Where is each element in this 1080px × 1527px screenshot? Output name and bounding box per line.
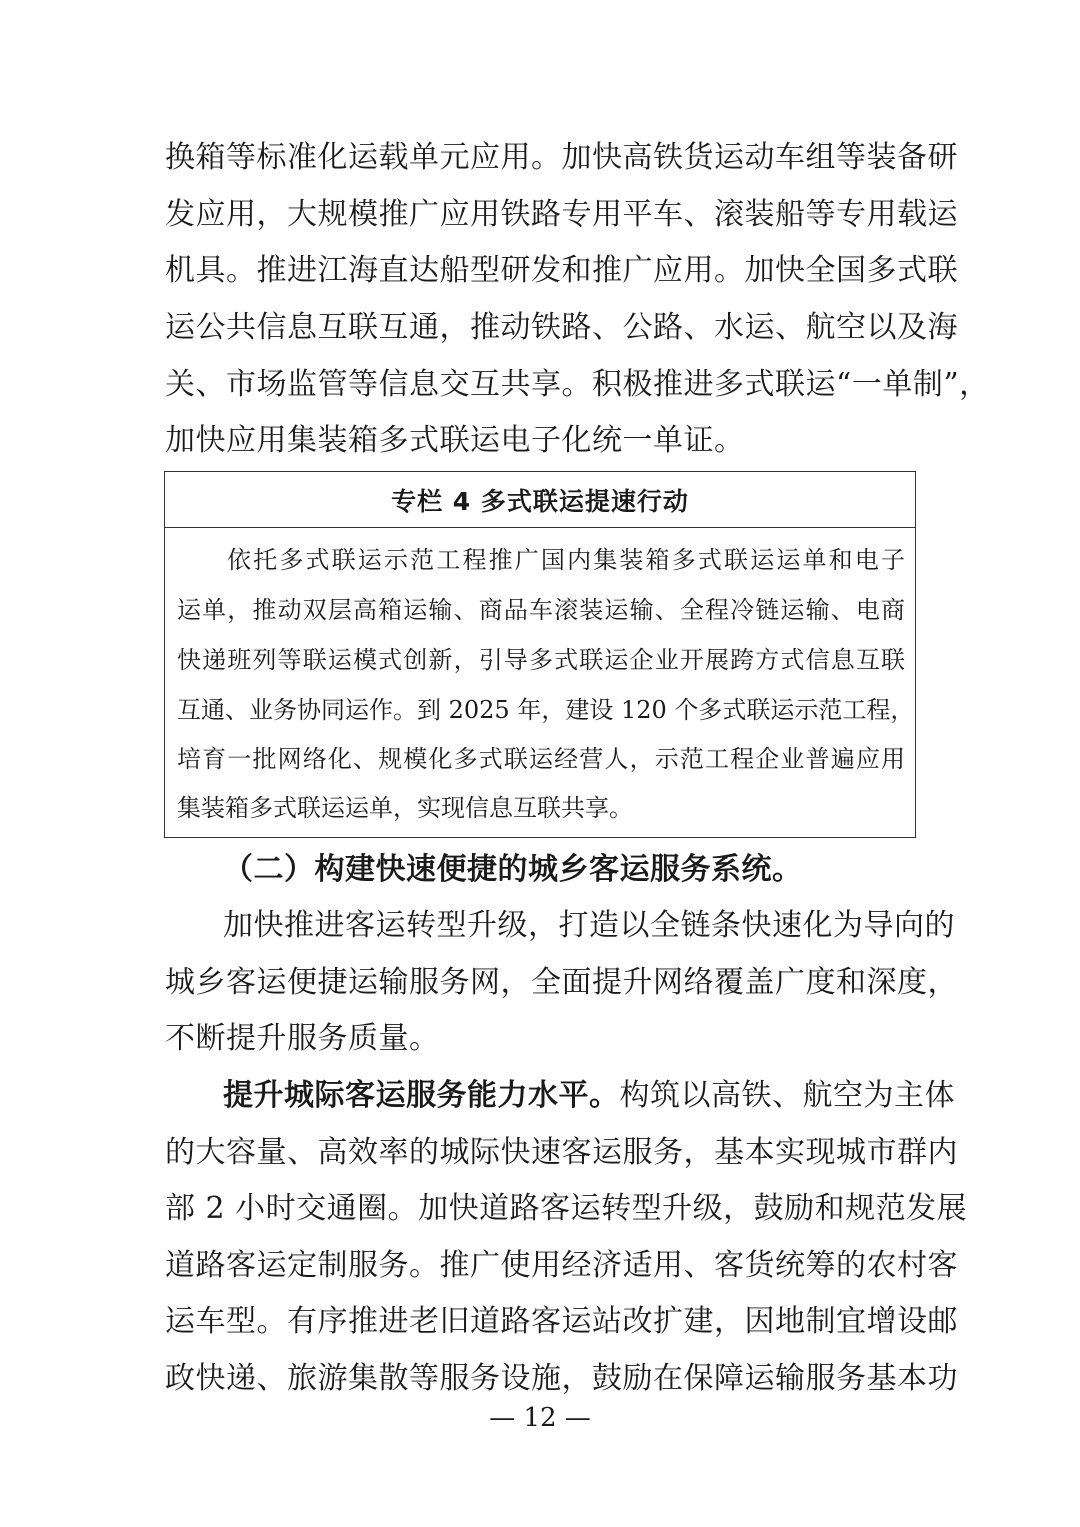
paragraph-line: 的大容量、高效率的城际快速客运服务，基本实现城市群内 xyxy=(165,1135,958,1170)
paragraph-line: 机具。推进江海直达船型研发和推广应用。加快全国多式联 xyxy=(165,253,958,288)
column-box-line: 互通、业务协同运作。到 2025 年，建设 120 个多式联运示范工程， xyxy=(177,696,915,724)
page-number: — 12 — xyxy=(489,1403,591,1433)
column-box-line: 依托多式联运示范工程推广国内集装箱多式联运运单和电子 xyxy=(227,546,905,574)
paragraph-line: 部 2 小时交通圈。加快道路客运转型升级，鼓励和规范发展 xyxy=(165,1191,968,1226)
column-box-line: 快递班列等联运模式创新，引导多式联运企业开展跨方式信息互联 xyxy=(177,646,905,674)
paragraph-lead: 提升城际客运服务能力水平。 xyxy=(223,1078,620,1113)
section-heading: （二）构建快速便捷的城乡客运服务系统。 xyxy=(223,852,803,887)
paragraph-line: 道路客运定制服务。推广使用经济适用、客货统筹的农村客 xyxy=(165,1248,958,1283)
paragraph-first-rest: 构筑以高铁、航空为主体 xyxy=(619,1078,955,1113)
paragraph-line: 关、市场监管等信息交互共享。积极推进多式联运“一单制”， xyxy=(165,367,990,402)
column-box-title: 专栏 4 多式联运提速行动 xyxy=(165,472,915,528)
paragraph-first-line xyxy=(165,1076,955,1116)
paragraph-line: 加快推进客运转型升级，打造以全链条快速化为导向的 xyxy=(223,908,955,943)
column-box-line: 运单，推动双层高箱运输、商品车滚装运输、全程冷链运输、电商 xyxy=(177,596,905,624)
column-box-line: 培育一批网络化、规模化多式联运经营人，示范工程企业普遍应用 xyxy=(177,745,905,773)
paragraph-line: 运公共信息互联互通，推动铁路、公路、水运、航空以及海 xyxy=(165,310,958,345)
paragraph-line: 换箱等标准化运载单元应用。加快高铁货运动车组等装备研 xyxy=(165,140,958,175)
column-box-line: 集装箱多式联运运单，实现信息互联共享。 xyxy=(177,794,633,822)
paragraph-line: 运车型。有序推进老旧道路客运站改扩建，因地制宜增设邮 xyxy=(165,1304,958,1339)
paragraph-line: 加快应用集装箱多式联运电子化统一单证。 xyxy=(165,423,745,458)
paragraph-line: 不断提升服务质量。 xyxy=(165,1021,440,1056)
column-box xyxy=(164,471,916,838)
paragraph-line: 城乡客运便捷运输服务网，全面提升网络覆盖广度和深度， xyxy=(165,965,958,1000)
paragraph-line: 政快递、旅游集散等服务设施，鼓励在保障运输服务基本功 xyxy=(165,1361,958,1396)
paragraph-line: 发应用，大规模推广应用铁路专用平车、滚装船等专用载运 xyxy=(165,197,958,232)
